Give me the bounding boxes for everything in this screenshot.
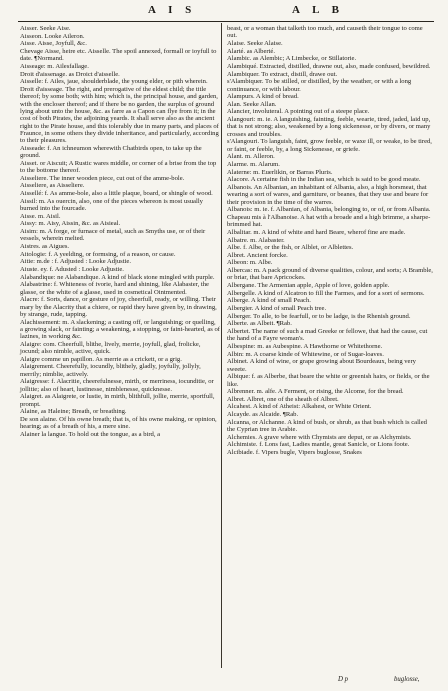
dictionary-entry: Aistres. as Aigues. <box>20 243 70 251</box>
dictionary-entry: Alaigre: com. Cheerfull, blithe, lively, merrie, joyfull, glad, frolicke, jocund; also nimble, active, quick. <box>20 340 201 356</box>
dictionary-entry: Albalitar. m. A kind of white and hard Beare, wherof fine are made. <box>227 228 406 236</box>
dictionary-entry: Aisseliere. The inner wooden piece, cut out of the amme-bole. <box>20 174 185 182</box>
dictionary-entry: Alaigrement. Cheerefully, iocundly, blithely, gladly, joyfully, jollyly, merrily; nimblie, actively. <box>20 363 201 378</box>
dictionary-entry: Alberger. To alle, to be fearfull, or to be ladge, is the Rhenish ground. <box>227 312 411 320</box>
dictionary-entry: Albespine: m. as Aubespine. A Hawthorne or Whitethorne. <box>227 342 383 350</box>
dictionary-entry: Droit d'aisseage. The right, and prerogative of the eldest child; the title thereof; by some both; with him; which is, the principal house, and garden, with the encloser thereof; and if there be no garden, the surplus of ground lying about unto the house, &c. as farre as a Capon can flye from it; in the cost of both Pirates, the adjoining yeards. It shall serve also as the ancient right to the Pirate house, and this tolerably due in many parts, and places of Fraunce, in some others they divide inheritance, and particularly, according to their pleasures. <box>20 85 219 145</box>
dictionary-entry: Alarme. m. Alarum. <box>227 161 280 169</box>
dictionary-entry: Aisser. Seeke Aise. <box>20 25 71 32</box>
dictionary-entry: Albatre. m. Alabaster. <box>227 236 285 244</box>
dictionary-entry: Albrenner. m. alfe. A Ferment, or rising, the Alcome, for the bread. <box>227 388 404 396</box>
dictionary-entry: Alberte. as Albeit. ¶Rab. <box>227 320 292 328</box>
dictionary-entry: Albret. Albret, one of the sheath of Albret. <box>227 395 339 403</box>
dictionary-entry: Albertet. The name of such a mad Greeke or fellowe, that had the cause, cut the hand of a Fayre woman's. <box>227 327 428 343</box>
dictionary-entry: Albergelle. A kind of Alcatron to fill the Farmes, and for a sort of sermons. <box>227 289 425 297</box>
dictionary-entry: Alaterne: m. Euerlikin, or Barras Pluris. <box>227 168 333 176</box>
dictionary-entry: Albinet. A kind of wine, or grape growing about Bourdeaux, being very sweete. <box>227 358 416 373</box>
dictionary-entry: Aitie: m.de : f. Adjusted : Looke Adjustie. <box>20 258 131 266</box>
dictionary-entry: Aissellé: f. As amme-bole, also a little plaque, board, or shingle of wood. <box>20 190 213 198</box>
dictionary-entry: Alambic. as Alembic; A Limbecke, or Stillatorie. <box>227 55 357 63</box>
dictionary-entry: Alaise. Seeke Alaise. <box>227 39 283 47</box>
dictionary-entry: s'Alangouri. To languish, faint, grow feeble, or waxe ill, or weake, to be tired, or faint, or feeble, by, a long Sickenesse, or griefe. <box>227 138 432 153</box>
dictionary-entry: Alacre: f. Sorts, dance, or gesture of joy, cheerfull, ready, or willing. Their mary by the Alacrity that a chiere, or rapid they have given by, in drawing, by strange, rude, tapping. <box>20 296 217 318</box>
dictionary-entry: Alcahest. A kind of Atheist: Alkahest, or White Orient. <box>227 403 372 411</box>
dictionary-entry: beast, or a woman that talketh too much, and causeth their tongue to come out. <box>227 25 423 40</box>
dictionary-entry: Aisim: m. A forge, or furnace of metal, such as Smyths use, or of their vessels, wherein melted. <box>20 228 206 243</box>
dictionary-entry: Albanois: m. ie. f. Albanian, of Albania, belonging to, or of, or from Albania. <box>227 206 431 214</box>
dictionary-entry: Alabandique: ne Alabandique. A kind of black stone mingled with purple. <box>20 273 215 281</box>
dictionary-entry: Aisseage: m. Ailesfallage. <box>20 62 89 70</box>
dictionary-entry: Alacore. A certaine fish in the Indian sea, which is said to be good meate. <box>227 176 421 184</box>
dictionary-entry: Aitologie: f. A yeelding, or formsing, of a reason, or cause. <box>20 250 176 258</box>
dictionary-entry: Alant. m. Alleron. <box>227 153 275 161</box>
dictionary-entry: Alberge. A kind of small Peach. <box>227 297 311 305</box>
dictionary-entry: s'Alambiquer. To be stilled, or distilled, by the weather, or with a long continuance, or with labour. <box>227 78 412 93</box>
dictionary-entry: Alabastrine: f. Whiteness of ivorie, hard and shining, like Alabaster, the glasse, or the white of a glasse, used in cosmetical Ointmented. <box>20 281 209 296</box>
dictionary-entry: Albercas: m. A pack ground of diverse qualities, colour, and sorts; A Bramble, or briar, that bare Apricockes. <box>227 267 433 282</box>
dictionary-entry: Aisselle: f. Ailes, jaue, shoulderblade, the young elder, or pith wherein. <box>20 78 208 86</box>
dictionary-entry: Albanois. An Albanian, an inhabitant of Albania, also, a high horsmeat, that wearing a sort of wares, and garniture, or beanes, that they use and beare for their provision in the time of the warres. <box>227 183 429 206</box>
dictionary-entry: Chapeau mis à l'Albanoise. A hat with a broade and a high brimme, a sharpe-brimmed hat. <box>227 213 431 229</box>
header-right-guide: A L B <box>292 4 344 16</box>
right-column <box>227 25 433 457</box>
dictionary-entry: Alangouri: m. ie. A languishing, fainting, feeble, wearie, tired, jaded, laid up, that is not strong; also, weakened by a long sickenesse, or by divers, or many crosses and troubles. <box>227 116 431 138</box>
dictionary-entry: Droit d'aissenage. as Droict d'aisselle. <box>20 70 120 78</box>
catchword: buglosse, <box>394 676 420 683</box>
dictionary-entry: Alaine, as Haleine; Breath, or breathing. <box>20 408 127 416</box>
dictionary-entry: Aisse. m. Aisil. <box>20 212 61 220</box>
dictionary-entry: Albin: m. A coarse kinde of Whitewine, or of Sugar-loaves. <box>227 350 384 358</box>
dictionary-entry: Aisse. Aisse, Joyfull, &c. <box>20 40 87 48</box>
header-left-guide: A I S <box>148 4 197 16</box>
left-column <box>20 25 220 439</box>
dictionary-entry: Alan. Seeke Allan. <box>227 100 277 108</box>
dictionary-entry: Alancier, involuteral. A pointing out of a steepe place. <box>227 108 370 116</box>
dictionary-entry: Albeon: m. Albe. <box>227 259 273 267</box>
dictionary-entry: Alambiqué. Extracted, distilled, drawne out, also, made confused, bewildred. <box>227 62 431 70</box>
dictionary-entry: Aisseliere, as Aisseliere. <box>20 182 85 190</box>
header-rule <box>18 21 434 22</box>
dictionary-entry: Aiuste. ey. f. Adusted : Looke Adjustie. <box>20 265 124 273</box>
dictionary-entry: Albret. Ancient forcke. <box>227 251 288 259</box>
dictionary-entry: Aisset. or Aiscuit; A Rustic wares middle, or corner of a brise from the top to the bottome thereof. <box>20 159 217 175</box>
dictionary-entry: Alarté. as Alberté. <box>227 47 275 55</box>
dictionary-entry: De son alaine. Of his owne breath; that is, of his owne making, or opinion, hearing; as of a breath of his, a mere sine. <box>20 416 217 431</box>
dictionary-entry: Albique: f. as Alberbe, that beare the white or greenish hairs, or fields, or the like. <box>227 373 430 388</box>
dictionary-entry: Alaigre comme un papillon. As merrie as a crickett, or a grig. <box>20 355 182 363</box>
dictionary-entry: Aissil: m. As ouercin, also, one of the pieces whereon is most usually burned into the fourcade. <box>20 197 203 213</box>
dictionary-entry: Alchimiste. f. Lons fast, Ladies mantle, great Sanicle, or Lions foote. <box>227 441 410 449</box>
dictionary-entry: Alampurs. A kind of bread. <box>227 93 299 101</box>
dictionary-entry: Albe. f. Albe, or the fish, or Alblet, or Alblettes. <box>227 244 354 252</box>
dictionary-entry: Alcayde. as Alcaide. ¶Rab. <box>227 411 299 419</box>
signature-mark: D p <box>338 676 349 683</box>
dictionary-entry: Alachissement: m. A slackening; a casting off, or languishing; or quelling, a growing slack, or fainting; a weakening, a stopping, or faint-hearted, as of lazines, in working &c. <box>20 318 220 341</box>
dictionary-entry: Aisseon. Looke Aileron. <box>20 32 85 40</box>
dictionary-entry: Alcibiade. f. Vipers bugle, Vipers buglosse, Snakes <box>227 449 362 457</box>
dictionary-entry: Aisseade: f. An ichneumon wherewith Chatbirds open, to take up the ground. <box>20 144 202 160</box>
dictionary-entry: Alcanna, or Alchanne. A kind of bush, or shrub, as that bush which is called the Cyprian tree in Arabie. <box>227 418 427 434</box>
running-header <box>0 4 448 20</box>
dictionary-entry: Chevage Aisse, heire etc. Aisselle. The spoil annexed, formall or ioyfull to date. ¶Normand. <box>20 47 217 63</box>
column-divider <box>221 23 222 668</box>
dictionary-entry: Alaigret. as Alaigrete, or lustie, in mirth, blithfull, jollie, merrie, sportfull, prompt. <box>20 393 215 408</box>
dictionary-entry: Alainer la langue. To hold out the tongue, as a bird, a <box>20 431 161 439</box>
dictionary-entry: Albergane. The Armenian apple, Apple of love, golden apple. <box>227 282 390 290</box>
dictionary-entry: Albergier. A kind of small Peach tree. <box>227 305 327 313</box>
dictionary-entry: Alambiquer. To extract, distill, drawe out. <box>227 70 338 78</box>
dictionary-entry: Alaigresse: f. Alacritie, cheerefulnesse, mirth, or merriness, iocunditie, or jollitie; also of heart, lustinesse, nimblenesse, quicknesse. <box>20 378 214 393</box>
dictionary-entry: Alchemies. A grave where with Chymists are deput, or as Alchymists. <box>227 433 412 441</box>
dictionary-entry: Aissy: m. Aisy, Aissin, &c. as Aisieal. <box>20 220 121 228</box>
